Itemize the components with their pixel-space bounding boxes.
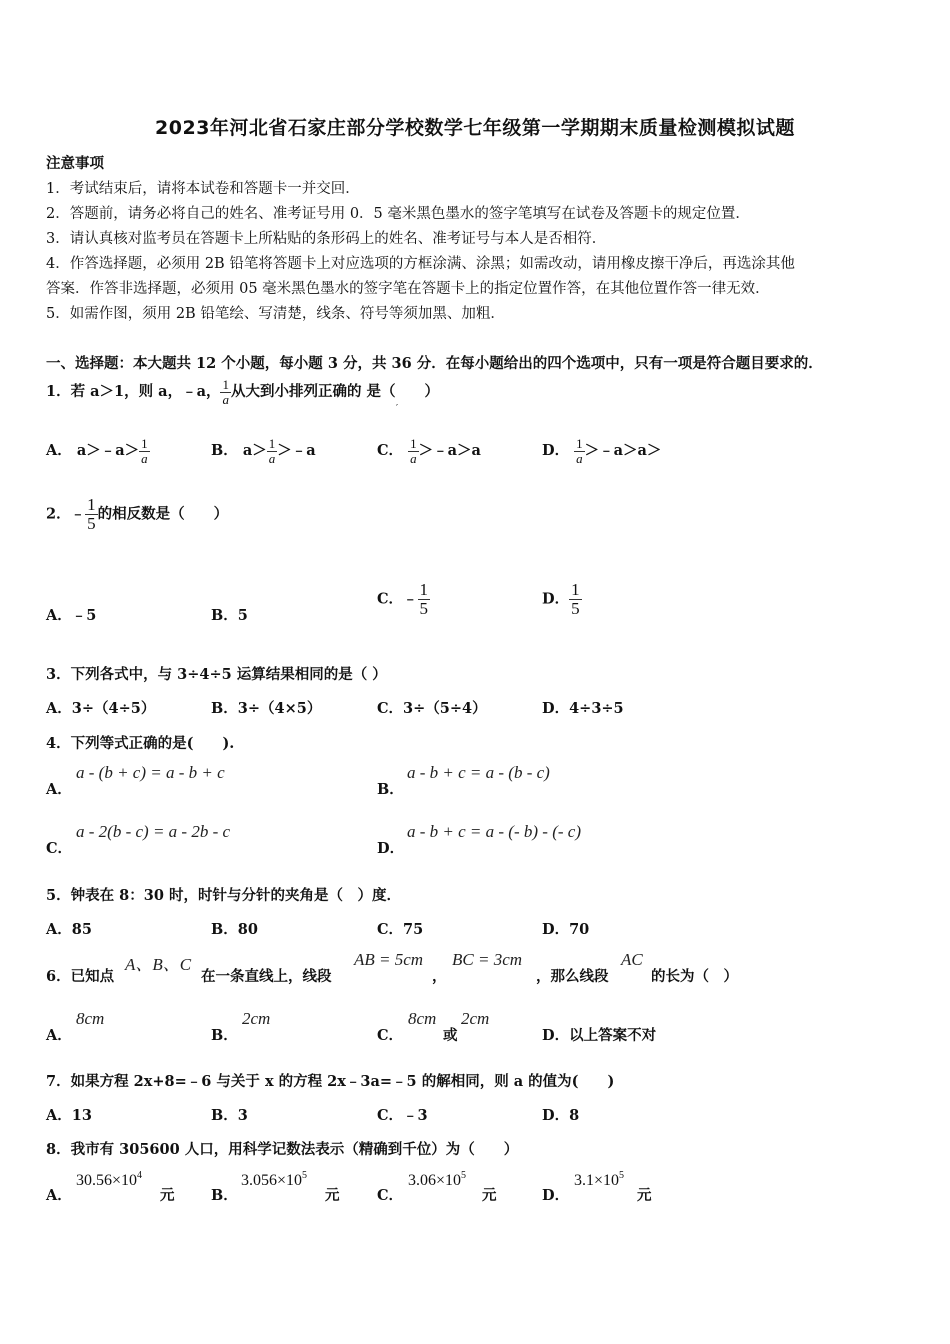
notice-item: 1．考试结束后，请将本试卷和答题卡一并交回． xyxy=(46,181,360,197)
notice-item: 5．如需作图，须用 2B 铅笔绘、写清楚，线条、符号等须加黑、加粗． xyxy=(46,306,505,322)
q4-option-d-label: D． xyxy=(377,840,405,857)
question-3: 3．下列各式中，与 3÷4÷5 运算结果相同的是（ ） xyxy=(46,666,387,683)
q1-option-d: D． $\frac{1}{a}$ ＞﹣a＞a＞ xyxy=(542,436,662,466)
q6-option-a-label: A． xyxy=(46,1027,72,1044)
q2-option-c: C．﹣ $\frac{1}{5}$ xyxy=(377,580,429,618)
q8-option-c-unit: 元 xyxy=(482,1187,497,1204)
question-4: 4．下列等式正确的是( ). xyxy=(46,735,235,752)
question-6-part5: 的长为（ ） xyxy=(651,968,738,985)
question-6-part2: 在一条直线上，线段 xyxy=(201,968,332,985)
q4-option-a-label: A． xyxy=(46,781,72,798)
question-1 xyxy=(46,378,439,406)
q8-option-a-expr: $30.56\times 10^4$ xyxy=(76,1170,143,1189)
question-6-comma: ， xyxy=(432,968,447,985)
q7-option-b: B．3 xyxy=(211,1107,248,1124)
q3-option-a: A．3÷（4÷5） xyxy=(46,700,156,717)
q4-option-d-expr: a - b + c = a - (- b) - (- c) xyxy=(407,822,581,841)
question-6-ab: AB = 5cm xyxy=(354,950,424,969)
q1-stem-b: 从大到小排列正确的 是（ ） xyxy=(230,383,440,401)
q8-option-c-expr: $3.06\times 10^5$ xyxy=(408,1170,467,1189)
question-6-ac: AC xyxy=(621,950,643,969)
q4-option-c-label: C． xyxy=(46,840,73,857)
notice-item: 答案．作答非选择题，必须用 05 毫米黑色墨水的签字笔在答题卡上的指定位置作答，在其他位置作答一律无效． xyxy=(46,281,770,297)
q8-option-d-expr: $3.1\times 10^5$ xyxy=(574,1170,625,1189)
notice-item: 2．答题前，请务必将自己的姓名、准考证号用 0．5 毫米黑色墨水的签字笔填写在试卷及答题卡的规定位置． xyxy=(46,206,750,222)
q8-option-b-label: B． xyxy=(211,1187,238,1204)
q8-option-b-expr: $3.056\times 10^5$ xyxy=(241,1170,308,1189)
q8-option-d-unit: 元 xyxy=(637,1187,652,1204)
q6-option-d: D．以上答案不对 xyxy=(542,1027,657,1044)
q7-option-d: D．8 xyxy=(542,1107,580,1124)
q2-option-a: A．﹣5 xyxy=(46,607,97,624)
section-heading: 一、选择题：本大题共 12 个小题，每小题 3 分，共 36 分．在每小题给出的四个选项中，只有一项是符合题目要求的． xyxy=(46,355,823,372)
q8-option-a-label: A． xyxy=(46,1187,72,1204)
q8-option-d-label: D． xyxy=(542,1187,570,1204)
q6-option-a-expr: 8cm xyxy=(76,1009,105,1028)
question-7: 7．如果方程 2x+8=﹣6 与关于 x 的方程 2x﹣3a=﹣5 的解相同，则 a 的值为( ) xyxy=(46,1073,615,1090)
q3-option-c: C．3÷（5÷4） xyxy=(377,700,487,717)
question-8: 8．我市有 305600 人口，用科学记数法表示（精确到千位）为（ ） xyxy=(46,1141,519,1158)
q6-option-c-label: C． xyxy=(377,1027,404,1044)
page-title: 2023年河北省石家庄部分学校数学七年级第一学期期末质量检测模拟试题 xyxy=(155,117,795,139)
q8-option-a-unit: 元 xyxy=(160,1187,175,1204)
question-6-part1: 6．已知点 xyxy=(46,968,115,985)
q8-option-c-label: C． xyxy=(377,1187,404,1204)
q3-option-d: D．4÷3÷5 xyxy=(542,700,624,717)
q7-option-c: C．﹣3 xyxy=(377,1107,428,1124)
q6-option-c-expr1: 8cm xyxy=(408,1009,437,1028)
notice-item: 4．作答选择题，必须用 2B 铅笔将答题卡上对应选项的方框涂满、涂黑；如需改动，请用橡皮擦干净后，再选涂其他 xyxy=(46,256,795,272)
q1-stem-a: 1．若 a＞1，则 a，﹣a， xyxy=(46,383,221,401)
question-5: 5．钟表在 8：30 时，时针与分针的夹角是（ ）度． xyxy=(46,887,401,904)
q2-option-b: B．5 xyxy=(211,607,248,624)
q1-option-b: B． a＞ $\frac{1}{a}$ ＞﹣a xyxy=(211,436,316,466)
question-6-points: A、B、C xyxy=(125,955,192,974)
notice-heading: 注意事项 xyxy=(46,155,104,172)
q6-option-c-expr2: 2cm xyxy=(461,1009,490,1028)
q1-option-c: C． $\frac{1}{a}$ ＞﹣a＞a xyxy=(377,436,481,466)
q4-option-b-label: B． xyxy=(377,781,404,798)
q1-option-a: A． a＞﹣a＞ $\frac{1}{a}$ xyxy=(46,436,148,466)
q6-option-b-expr: 2cm xyxy=(242,1009,271,1028)
q5-option-d: D．70 xyxy=(542,921,590,938)
q5-option-b: B．80 xyxy=(211,921,258,938)
q4-option-b-expr: a - b + c = a - (b - c) xyxy=(407,763,550,782)
q2-option-d: D． $\frac{1}{5}$ xyxy=(542,580,580,618)
q6-option-b-label: B． xyxy=(211,1027,238,1044)
question-6-part4: ，那么线段 xyxy=(536,968,609,985)
q5-option-c: C．75 xyxy=(377,921,424,938)
notice-item: 3．请认真核对监考员在答题卡上所粘贴的条形码上的姓名、准考证号与本人是否相符． xyxy=(46,231,607,247)
q4-option-c-expr: a - 2(b - c) = a - 2b - c xyxy=(76,822,231,841)
q3-option-b: B．3÷（4×5） xyxy=(211,700,322,717)
q6-option-c-or: 或 xyxy=(443,1027,458,1044)
q8-option-b-unit: 元 xyxy=(325,1187,340,1204)
question-2: 2．﹣ $\frac{1}{5}$ 的相反数是（ ） xyxy=(46,495,229,533)
fraction-1-over-a: $\frac{1}{a}$ xyxy=(222,377,229,407)
question-6-bc: BC = 3cm xyxy=(452,950,523,969)
q7-option-a: A．13 xyxy=(46,1107,92,1124)
q4-option-a-expr: a - (b + c) = a - b + c xyxy=(76,763,225,782)
q5-option-a: A．85 xyxy=(46,921,92,938)
stray-mark: ′ xyxy=(396,404,399,414)
